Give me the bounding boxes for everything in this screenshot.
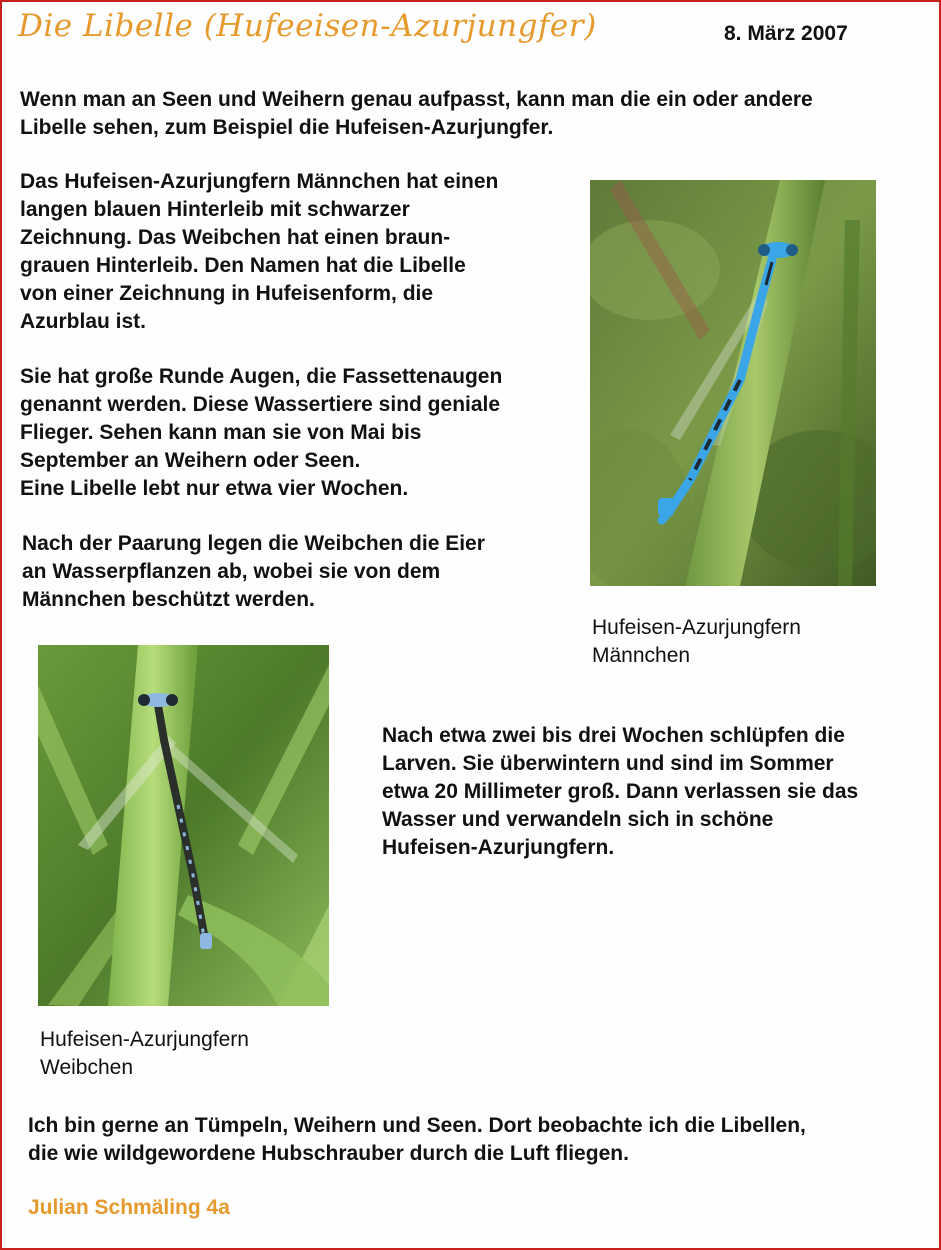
- closing-line: die wie wildgewordene Hubschrauber durch die Luft fliegen.: [28, 1142, 629, 1165]
- larvae-line: Larven. Sie überwintern und sind im Sommer: [382, 752, 834, 775]
- eyes-line: genannt werden. Diese Wassertiere sind geniale: [20, 393, 501, 416]
- appearance-line: grauen Hinterleib. Den Namen hat die Libelle: [20, 254, 466, 277]
- intro-line: Wenn man an Seen und Weihern genau aufpasst, kann man die ein oder andere: [20, 88, 813, 111]
- female-photo-caption: [40, 1026, 249, 1082]
- appearance-paragraph: [20, 168, 498, 336]
- appearance-line: Das Hufeisen-Azurjungfern Männchen hat einen: [20, 170, 499, 193]
- eyes-line: September an Weihern oder Seen.: [20, 449, 361, 472]
- male-photo-caption: [592, 614, 801, 670]
- mating-line: Männchen beschützt werden.: [22, 588, 315, 611]
- author-name: Julian Schmäling 4a: [28, 1196, 230, 1219]
- page-title: Die Libelle (Hufeeisen-Azurjungfer): [18, 8, 597, 44]
- eyes-line: Flieger. Sehen kann man sie von Mai bis: [20, 421, 422, 444]
- mating-line: Nach der Paarung legen die Weibchen die Eier: [22, 532, 485, 555]
- male-damselfly-photo: [590, 180, 876, 586]
- eyes-paragraph: [20, 363, 502, 503]
- larvae-line: Hufeisen-Azurjungfern.: [382, 836, 615, 859]
- mating-line: an Wasserpflanzen ab, wobei sie von dem: [22, 560, 441, 583]
- larvae-paragraph: [382, 722, 858, 862]
- appearance-line: von einer Zeichnung in Hufeisenform, die: [20, 282, 434, 305]
- eyes-line: Eine Libelle lebt nur etwa vier Wochen.: [20, 477, 409, 500]
- mating-paragraph: [22, 530, 485, 614]
- appearance-line: Zeichnung. Das Weibchen hat einen braun-: [20, 226, 451, 249]
- female-damselfly-illustration: [38, 645, 329, 1006]
- intro-line: Libelle sehen, zum Beispiel die Hufeisen-Azurjungfer.: [20, 116, 554, 139]
- larvae-line: Wasser und verwandeln sich in schöne: [382, 808, 774, 831]
- female-damselfly-photo: [38, 645, 329, 1006]
- larvae-line: Nach etwa zwei bis drei Wochen schlüpfen die: [382, 724, 845, 747]
- male-caption-line: Männchen: [592, 644, 691, 667]
- date: 8. März 2007: [724, 22, 848, 45]
- larvae-line: etwa 20 Millimeter groß. Dann verlassen sie das: [382, 780, 859, 803]
- male-damselfly-illustration: [590, 180, 876, 586]
- male-caption-line: Hufeisen-Azurjungfern: [592, 616, 801, 639]
- appearance-line: Azurblau ist.: [20, 310, 147, 333]
- closing-paragraph: [28, 1112, 806, 1168]
- intro-paragraph: [20, 86, 813, 142]
- eyes-line: Sie hat große Runde Augen, die Fassettenaugen: [20, 365, 503, 388]
- appearance-line: langen blauen Hinterleib mit schwarzer: [20, 198, 410, 221]
- closing-line: Ich bin gerne an Tümpeln, Weihern und Seen. Dort beobachte ich die Libellen,: [28, 1114, 806, 1137]
- female-caption-line: Weibchen: [40, 1056, 134, 1079]
- female-caption-line: Hufeisen-Azurjungfern: [40, 1028, 249, 1051]
